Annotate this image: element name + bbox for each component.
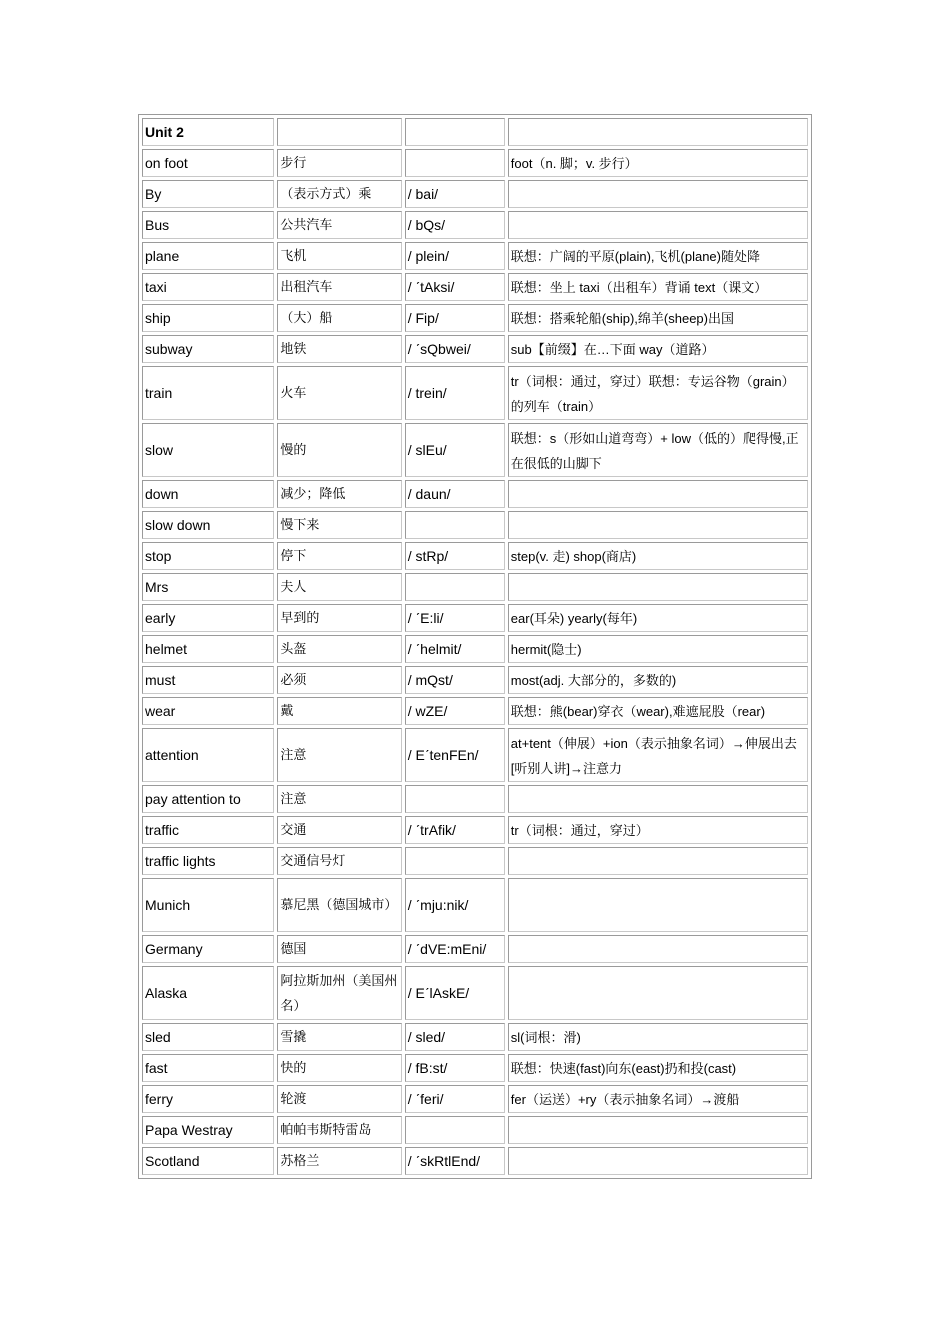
word-cell: down (142, 480, 274, 508)
phonetic-cell: / wZE/ (405, 697, 505, 725)
word-cell: Papa Westray (142, 1116, 274, 1144)
word-cell: plane (142, 242, 274, 270)
table-row (142, 335, 808, 363)
phonetic-cell: / EˊtenFEn/ (405, 728, 505, 782)
table-row (142, 511, 808, 539)
word-cell: Alaska (142, 966, 274, 1020)
table-row (142, 728, 808, 782)
phonetic-cell (405, 573, 505, 601)
table-row (142, 180, 808, 208)
note-cell: tr（词根：通过，穿过）联想：专运谷物（grain）的列车（train） (508, 366, 808, 420)
note-cell (508, 935, 808, 963)
phonetic-cell: / ˊsQbwei/ (405, 335, 505, 363)
note-cell: sl(词根：滑) (508, 1023, 808, 1051)
phonetic-cell: / EˊlAskE/ (405, 966, 505, 1020)
table-row (142, 666, 808, 694)
meaning-cell: 雪撬 (277, 1023, 401, 1051)
note-cell: 联想：快速(fast)向东(east)扔和投(cast) (508, 1054, 808, 1082)
word-cell: taxi (142, 273, 274, 301)
table-row (142, 1023, 808, 1051)
table-row (142, 635, 808, 663)
word-cell: slow (142, 423, 274, 477)
phonetic-cell: / Fip/ (405, 304, 505, 332)
meaning-cell: 注意 (277, 728, 401, 782)
note-cell: 联想：s（形如山道弯弯）+ low（低的）爬得慢,正在很低的山脚下 (508, 423, 808, 477)
phonetic-cell: / ˊhelmit/ (405, 635, 505, 663)
meaning-cell: 头盔 (277, 635, 401, 663)
table-row (142, 480, 808, 508)
word-cell: wear (142, 697, 274, 725)
word-cell: on foot (142, 149, 274, 177)
phonetic-cell: / fB:st/ (405, 1054, 505, 1082)
phonetic-cell (405, 1116, 505, 1144)
meaning-cell: 必须 (277, 666, 401, 694)
meaning-cell: 慢下来 (277, 511, 401, 539)
phonetic-cell (405, 511, 505, 539)
note-cell (508, 180, 808, 208)
vocabulary-table (138, 114, 812, 1179)
phonetic-cell: / bQs/ (405, 211, 505, 239)
meaning-cell: 夫人 (277, 573, 401, 601)
table-row (142, 966, 808, 1020)
header-cell-meaning (277, 118, 401, 146)
table-row (142, 542, 808, 570)
meaning-cell: 早到的 (277, 604, 401, 632)
note-cell: sub【前缀】在…下面 way（道路） (508, 335, 808, 363)
meaning-cell: 交通 (277, 816, 401, 844)
phonetic-cell: / daun/ (405, 480, 505, 508)
note-cell: foot（n. 脚；v. 步行） (508, 149, 808, 177)
table-row (142, 304, 808, 332)
note-cell: fer（运送）+ry（表示抽象名词）→渡船 (508, 1085, 808, 1113)
note-cell: 联想：熊(bear)穿衣（wear),难遮屁股（rear) (508, 697, 808, 725)
phonetic-cell: / ˊferi/ (405, 1085, 505, 1113)
word-cell: slow down (142, 511, 274, 539)
meaning-cell: 慢的 (277, 423, 401, 477)
table-row (142, 366, 808, 420)
meaning-cell: 地铁 (277, 335, 401, 363)
phonetic-cell: / plein/ (405, 242, 505, 270)
word-cell: traffic lights (142, 847, 274, 875)
note-cell (508, 785, 808, 813)
table-row (142, 697, 808, 725)
meaning-cell: 快的 (277, 1054, 401, 1082)
word-cell: Scotland (142, 1147, 274, 1175)
phonetic-cell: / sled/ (405, 1023, 505, 1051)
table-row (142, 573, 808, 601)
note-cell: 联想：搭乘轮船(ship),绵羊(sheep)出国 (508, 304, 808, 332)
header-cell-note (508, 118, 808, 146)
table-row (142, 1054, 808, 1082)
note-cell (508, 878, 808, 932)
meaning-cell: 帕帕韦斯特雷岛 (277, 1116, 401, 1144)
meaning-cell: 减少；降低 (277, 480, 401, 508)
table-row (142, 1147, 808, 1175)
phonetic-cell: / ˊmju:nik/ (405, 878, 505, 932)
note-cell (508, 480, 808, 508)
word-cell: Mrs (142, 573, 274, 601)
table-row (142, 1085, 808, 1113)
note-cell: most(adj. 大部分的，多数的) (508, 666, 808, 694)
note-cell (508, 211, 808, 239)
table-row (142, 847, 808, 875)
meaning-cell: 戴 (277, 697, 401, 725)
phonetic-cell (405, 149, 505, 177)
note-cell (508, 847, 808, 875)
note-cell: at+tent（伸展）+ion（表示抽象名词）→伸展出去[听别人讲]→注意力 (508, 728, 808, 782)
phonetic-cell: / slEu/ (405, 423, 505, 477)
word-cell: Munich (142, 878, 274, 932)
word-cell: Bus (142, 211, 274, 239)
word-cell: ferry (142, 1085, 274, 1113)
table-row (142, 273, 808, 301)
phonetic-cell: / stRp/ (405, 542, 505, 570)
note-cell (508, 966, 808, 1020)
word-cell: Germany (142, 935, 274, 963)
phonetic-cell: / mQst/ (405, 666, 505, 694)
table-row (142, 149, 808, 177)
meaning-cell: 出租汽车 (277, 273, 401, 301)
meaning-cell: 慕尼黑（德国城市） (277, 878, 401, 932)
meaning-cell: 交通信号灯 (277, 847, 401, 875)
meaning-cell: 停下 (277, 542, 401, 570)
unit-title: Unit 2 (142, 118, 274, 146)
phonetic-cell: / ˊtAksi/ (405, 273, 505, 301)
word-cell: helmet (142, 635, 274, 663)
meaning-cell: 火车 (277, 366, 401, 420)
word-cell: subway (142, 335, 274, 363)
phonetic-cell (405, 785, 505, 813)
table-row (142, 878, 808, 932)
meaning-cell: 公共汽车 (277, 211, 401, 239)
note-cell: 联想：广阔的平原(plain),飞机(plane)随处降 (508, 242, 808, 270)
table-row (142, 242, 808, 270)
meaning-cell: 阿拉斯加州（美国州名） (277, 966, 401, 1020)
meaning-cell: 飞机 (277, 242, 401, 270)
table-row (142, 423, 808, 477)
note-cell (508, 511, 808, 539)
word-cell: early (142, 604, 274, 632)
meaning-cell: 步行 (277, 149, 401, 177)
phonetic-cell: / ˊskRtlEnd/ (405, 1147, 505, 1175)
phonetic-cell: / ˊtrAfik/ (405, 816, 505, 844)
note-cell: step(v. 走) shop(商店) (508, 542, 808, 570)
word-cell: pay attention to (142, 785, 274, 813)
word-cell: By (142, 180, 274, 208)
phonetic-cell: / trein/ (405, 366, 505, 420)
phonetic-cell: / bai/ (405, 180, 505, 208)
table-row (142, 211, 808, 239)
table-row (142, 816, 808, 844)
meaning-cell: （表示方式）乘 (277, 180, 401, 208)
note-cell (508, 573, 808, 601)
table-row (142, 935, 808, 963)
phonetic-cell (405, 847, 505, 875)
word-cell: stop (142, 542, 274, 570)
meaning-cell: 轮渡 (277, 1085, 401, 1113)
note-cell (508, 1147, 808, 1175)
meaning-cell: （大）船 (277, 304, 401, 332)
word-cell: train (142, 366, 274, 420)
word-cell: traffic (142, 816, 274, 844)
word-cell: attention (142, 728, 274, 782)
note-cell: hermit(隐士) (508, 635, 808, 663)
phonetic-cell: / ˊdVE:mEni/ (405, 935, 505, 963)
table-header-row (142, 118, 808, 146)
table-row (142, 785, 808, 813)
header-cell-phonetic (405, 118, 505, 146)
meaning-cell: 德国 (277, 935, 401, 963)
phonetic-cell: / ˊE:li/ (405, 604, 505, 632)
note-cell (508, 1116, 808, 1144)
meaning-cell: 苏格兰 (277, 1147, 401, 1175)
word-cell: must (142, 666, 274, 694)
word-cell: sled (142, 1023, 274, 1051)
meaning-cell: 注意 (277, 785, 401, 813)
table-row (142, 604, 808, 632)
table-row (142, 1116, 808, 1144)
word-cell: fast (142, 1054, 274, 1082)
note-cell: 联想：坐上 taxi（出租车）背诵 text（课文） (508, 273, 808, 301)
note-cell: ear(耳朵) yearly(每年) (508, 604, 808, 632)
note-cell: tr（词根：通过，穿过） (508, 816, 808, 844)
word-cell: ship (142, 304, 274, 332)
